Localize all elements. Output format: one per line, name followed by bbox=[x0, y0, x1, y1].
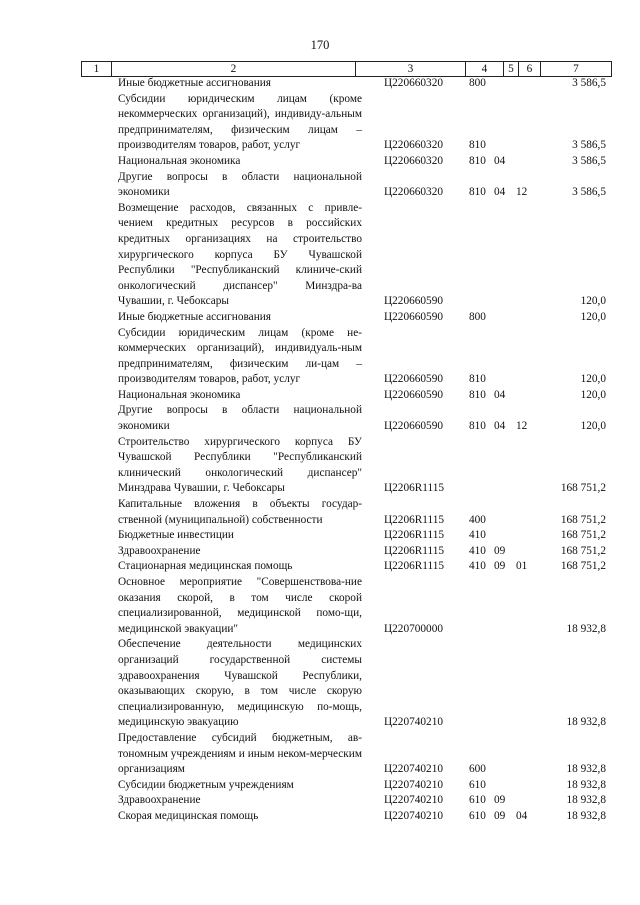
row-expense-type: 410 bbox=[469, 560, 486, 573]
table-row bbox=[0, 92, 640, 154]
table-row bbox=[0, 388, 640, 404]
row-code: Ц220660320 bbox=[384, 154, 443, 167]
budget-table-body bbox=[0, 76, 640, 825]
row-code: Ц2206R1115 bbox=[384, 513, 445, 526]
table-row bbox=[0, 559, 640, 575]
row-name: Капитальные вложения в объекты государ-ственной (муниципальной) собственности bbox=[118, 498, 362, 526]
header-col-1: 1 bbox=[81, 62, 111, 76]
row-amount: 3 586,5 bbox=[572, 77, 606, 89]
header-col-2: 2 bbox=[111, 62, 355, 76]
header-col-3: 3 bbox=[355, 62, 465, 76]
row-code: Ц2206R1115 bbox=[384, 529, 445, 542]
header-col-5: 5 bbox=[503, 62, 518, 76]
row-section: 09 bbox=[494, 560, 506, 573]
row-name: Скорая медицинская помощь bbox=[118, 809, 259, 822]
row-amount: 168 751,2 bbox=[560, 482, 606, 495]
table-row bbox=[0, 310, 640, 326]
row-amount: 18 932,8 bbox=[566, 716, 606, 729]
row-name: Национальная экономика bbox=[118, 388, 241, 401]
row-code: Ц220660320 bbox=[384, 139, 443, 152]
row-amount: 18 932,8 bbox=[566, 794, 606, 807]
row-code: Ц220740210 bbox=[384, 794, 443, 807]
table-row bbox=[0, 575, 640, 637]
row-amount: 18 932,8 bbox=[566, 622, 606, 635]
row-name: Субсидии юридическим лицам (кроме не-коммерческих организаций), индивидуаль-ным предпринимателям, физическим ли-цам – производителям товаров, работ, услуг bbox=[118, 326, 362, 386]
row-code: Ц220740210 bbox=[384, 809, 443, 822]
table-row bbox=[0, 326, 640, 388]
row-code: Ц220660590 bbox=[384, 295, 443, 308]
row-name: Другие вопросы в области национальной экономики bbox=[118, 404, 362, 433]
row-name: Здравоохранение bbox=[118, 794, 201, 807]
header-col-7: 7 bbox=[540, 62, 612, 76]
row-name: Национальная экономика bbox=[118, 154, 241, 167]
row-section: 04 bbox=[494, 186, 506, 199]
table-row bbox=[0, 528, 640, 544]
row-expense-type: 800 bbox=[469, 77, 486, 89]
row-section: 09 bbox=[494, 544, 506, 557]
row-subsection: 04 bbox=[516, 809, 528, 822]
row-amount: 3 586,5 bbox=[572, 186, 606, 199]
row-subsection: 12 bbox=[516, 186, 528, 199]
row-code: Ц220660590 bbox=[384, 310, 443, 323]
row-subsection: 12 bbox=[516, 420, 528, 433]
row-section: 09 bbox=[494, 809, 506, 822]
row-name: Субсидии бюджетным учреждениям bbox=[118, 778, 294, 791]
row-name: Стационарная медицинская помощь bbox=[118, 560, 293, 573]
row-section: 04 bbox=[494, 154, 506, 167]
row-code: Ц220660590 bbox=[384, 373, 443, 386]
row-name: Строительство хирургического корпуса БУ Чувашской Республики "Республиканский клинический онкологический диспансер" Минздрава Чувашии, г. Чебоксары bbox=[118, 435, 362, 495]
row-amount: 3 586,5 bbox=[572, 139, 606, 152]
row-section: 09 bbox=[494, 794, 506, 807]
row-section: 04 bbox=[494, 388, 506, 401]
row-code: Ц220660320 bbox=[384, 186, 443, 199]
row-name: Здравоохранение bbox=[118, 544, 201, 557]
row-amount: 120,0 bbox=[580, 295, 606, 308]
row-subsection: 01 bbox=[516, 560, 528, 573]
row-name: Субсидии юридическим лицам (кроме некоммерческих организаций), индивиду-альным предпринимателям, физическим лицам – производителям товаров, работ, услуг bbox=[118, 92, 362, 152]
row-amount: 3 586,5 bbox=[572, 154, 606, 167]
row-amount: 168 751,2 bbox=[560, 529, 606, 542]
table-row bbox=[0, 497, 640, 528]
row-amount: 168 751,2 bbox=[560, 513, 606, 526]
row-amount: 168 751,2 bbox=[560, 544, 606, 557]
row-code: Ц2206R1115 bbox=[384, 482, 445, 495]
row-expense-type: 810 bbox=[469, 154, 486, 167]
row-expense-type: 410 bbox=[469, 544, 486, 557]
row-expense-type: 600 bbox=[469, 763, 486, 776]
table-row bbox=[0, 731, 640, 778]
row-code: Ц2206R1115 bbox=[384, 544, 445, 557]
row-expense-type: 610 bbox=[469, 794, 486, 807]
row-code: Ц220660590 bbox=[384, 420, 443, 433]
row-amount: 18 932,8 bbox=[566, 763, 606, 776]
row-expense-type: 610 bbox=[469, 778, 486, 791]
row-expense-type: 610 bbox=[469, 809, 486, 822]
row-amount: 168 751,2 bbox=[560, 560, 606, 573]
table-header bbox=[81, 61, 612, 77]
row-code: Ц220660320 bbox=[384, 77, 443, 89]
row-code: Ц220740210 bbox=[384, 716, 443, 729]
row-section: 04 bbox=[494, 420, 506, 433]
row-code: Ц220740210 bbox=[384, 778, 443, 791]
row-amount: 120,0 bbox=[580, 310, 606, 323]
table-row bbox=[0, 201, 640, 310]
table-row bbox=[0, 170, 640, 201]
row-expense-type: 810 bbox=[469, 373, 486, 386]
header-col-4: 4 bbox=[465, 62, 503, 76]
row-name: Другие вопросы в области национальной экономики bbox=[118, 170, 362, 199]
table-row bbox=[0, 793, 640, 809]
table-row bbox=[0, 637, 640, 731]
table-row bbox=[0, 544, 640, 560]
table-row bbox=[0, 809, 640, 825]
row-name: Иные бюджетные ассигнования bbox=[118, 310, 271, 323]
row-expense-type: 810 bbox=[469, 139, 486, 152]
row-code: Ц220700000 bbox=[384, 622, 443, 635]
row-expense-type: 810 bbox=[469, 186, 486, 199]
row-amount: 120,0 bbox=[580, 420, 606, 433]
row-amount: 18 932,8 bbox=[566, 809, 606, 822]
header-col-6: 6 bbox=[518, 62, 540, 76]
table-row bbox=[0, 76, 640, 92]
row-expense-type: 410 bbox=[469, 529, 486, 542]
table-row bbox=[0, 778, 640, 794]
table-row bbox=[0, 403, 640, 434]
row-code: Ц220660590 bbox=[384, 388, 443, 401]
row-expense-type: 800 bbox=[469, 310, 486, 323]
row-code: Ц2206R1115 bbox=[384, 560, 445, 573]
row-amount: 18 932,8 bbox=[566, 778, 606, 791]
row-expense-type: 810 bbox=[469, 420, 486, 433]
row-name: Основное мероприятие "Совершенствова-ние оказания скорой, в том числе скорой специализированной, медицинской помо-щи, медицинской эвакуации" bbox=[118, 576, 362, 635]
row-name: Возмещение расходов, связанных с привле-чением кредитных ресурсов в российских кредитных организациях на строительство хирургического корпуса БУ Чувашской Республики "Республиканский клиниче-ский онкологический диспансер" Минздра-ва Чувашии, г. Чебоксары bbox=[118, 201, 362, 308]
row-name: Предоставление субсидий бюджетным, ав-тономным учреждениям и иным неком-мерческим организациям bbox=[118, 731, 362, 776]
row-expense-type: 400 bbox=[469, 513, 486, 526]
table-row bbox=[0, 154, 640, 170]
row-name: Иные бюджетные ассигнования bbox=[118, 77, 271, 89]
row-code: Ц220740210 bbox=[384, 763, 443, 776]
page-number: 170 bbox=[310, 38, 330, 52]
row-amount: 120,0 bbox=[580, 373, 606, 386]
row-expense-type: 810 bbox=[469, 388, 486, 401]
row-name: Бюджетные инвестиции bbox=[118, 529, 234, 542]
row-amount: 120,0 bbox=[580, 388, 606, 401]
row-name: Обеспечение деятельности медицинских организаций государственной системы здравоохранения Чувашской Республики, оказывающих скорую, в том числе скорую специализированную, медицинскую по-мощь, медицинскую эвакуацию bbox=[118, 638, 362, 729]
table-row bbox=[0, 435, 640, 497]
